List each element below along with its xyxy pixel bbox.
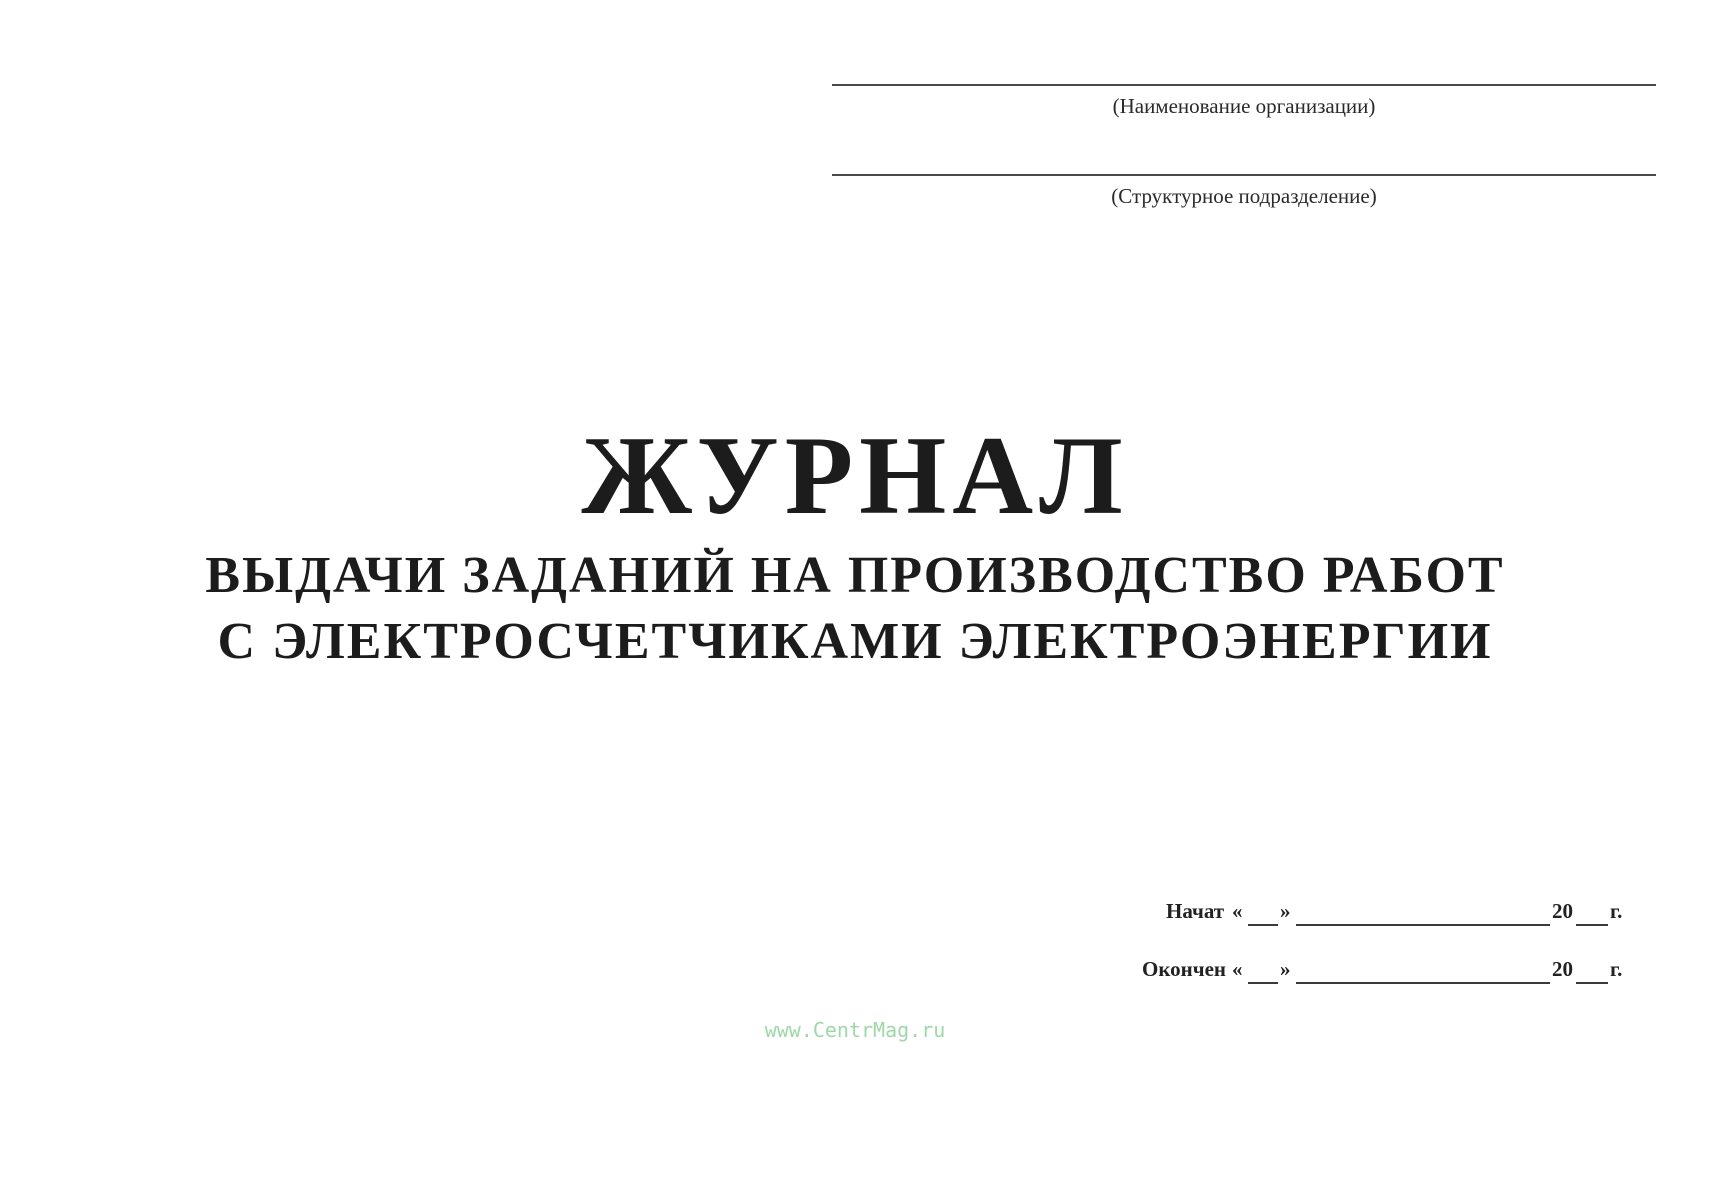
finished-label: Окончен <box>1142 957 1227 981</box>
started-date-row <box>1160 896 1630 930</box>
finished-year-suffix: г. <box>1610 957 1623 981</box>
started-label: Начат <box>1166 899 1225 923</box>
finished-day-blank <box>1248 982 1278 984</box>
finished-open-quote: « <box>1232 957 1243 981</box>
organization-line <box>832 84 1656 86</box>
started-year-prefix: 20 <box>1552 899 1573 923</box>
journal-subtitle-line-1: ВЫДАЧИ ЗАДАНИЙ НА ПРОИЗВОДСТВО РАБОТ <box>205 547 1505 604</box>
finished-year-blank <box>1576 982 1608 984</box>
finished-date-row <box>1136 954 1630 988</box>
finished-year-prefix: 20 <box>1552 957 1573 981</box>
journal-subtitle-line-2: С ЭЛЕКТРОСЧЕТЧИКАМИ ЭЛЕКТРОЭНЕРГИИ <box>217 613 1493 670</box>
started-year-blank <box>1576 924 1608 926</box>
site-watermark: www.CentrMag.ru <box>764 1018 946 1042</box>
journal-title: ЖУРНАЛ <box>581 414 1129 538</box>
started-year-suffix: г. <box>1610 899 1623 923</box>
department-caption: (Структурное подразделение) <box>1111 184 1377 208</box>
finished-close-quote: » <box>1280 957 1291 981</box>
department-line <box>832 174 1656 176</box>
started-open-quote: « <box>1232 899 1243 923</box>
started-month-blank <box>1296 924 1550 926</box>
finished-month-blank <box>1296 982 1550 984</box>
started-day-blank <box>1248 924 1278 926</box>
organization-caption: (Наименование организации) <box>1112 94 1376 118</box>
started-close-quote: » <box>1280 899 1291 923</box>
